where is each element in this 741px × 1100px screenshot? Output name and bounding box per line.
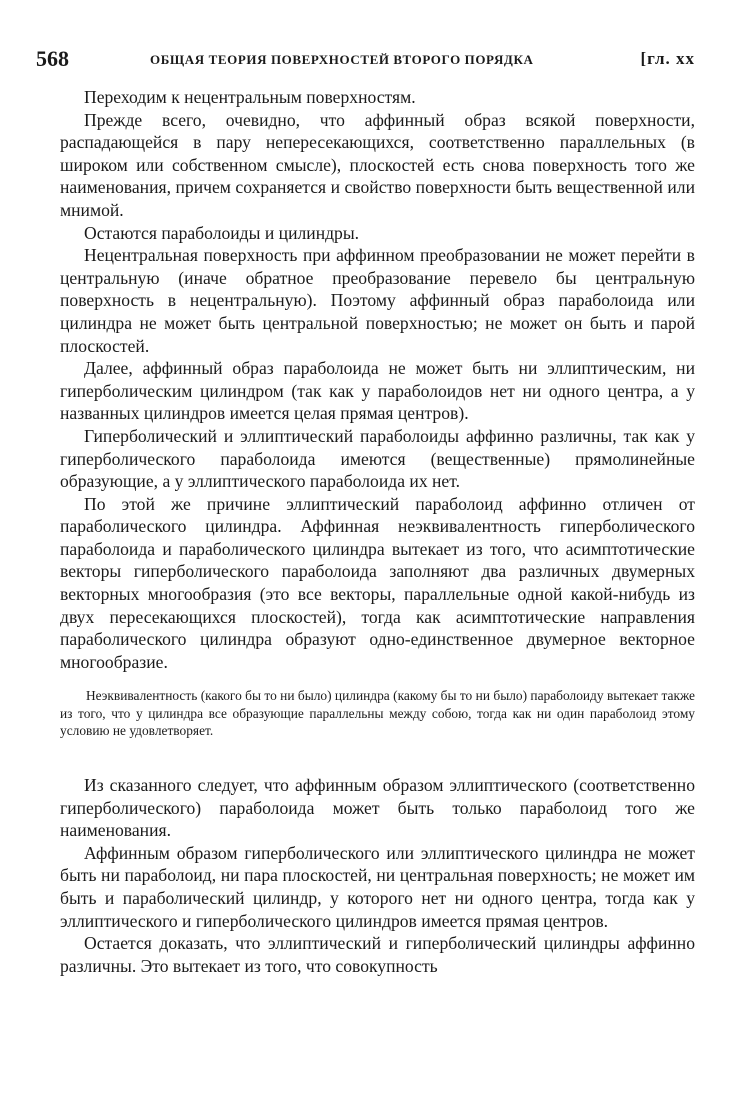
- page-header: [36, 40, 695, 78]
- paragraph: Гиперболический и эллиптический параболоиды аффинно различны, так как у гиперболического параболоида имеются (вещественные) прямолинейные образующие, а у эллиптического параболоида их нет.: [60, 425, 695, 492]
- paragraph: Переходим к нецентральным поверхностям.: [84, 87, 416, 107]
- paragraph: Остается доказать, что эллиптический и гиперболический цилиндры аффинно различны. Это вытекает из того, что совокупность: [60, 933, 695, 976]
- paragraph: Далее, аффинный образ параболоида не может быть ни эллиптическим, ни гиперболическим цилиндром (так как у параболоидов нет ни одного центра, а у названных цилиндров имеется целая прямая центров).: [60, 358, 695, 424]
- book-page: [36, 40, 695, 977]
- paragraph: По этой же причине эллиптический параболоид аффинно отличен от параболического цилиндра. Аффинная неэквивалентность гиперболического параболоида и параболического цилиндра вытекает из того, что асимптотические векторы гиперболического параболоида заполняют два различных двумерных векторных многообразия (это все векторы, параллельные одной какой-нибудь из двух пересекающихся плоскостей), тогда как асимптотические направления параболического цилиндра образуют одно-единственное двумерное векторное многообразие.: [60, 493, 695, 672]
- paragraph: Из сказанного следует, что аффинным образом эллиптического (соответственно гиперболического) параболоида может быть только параболоид того же наименования.: [60, 774, 695, 841]
- paragraph: Остаются параболоиды и цилиндры.: [84, 222, 360, 243]
- running-title: ОБЩАЯ ТЕОРИЯ ПОВЕРХНОСТЕЙ ВТОРОГО ПОРЯДКА: [150, 52, 534, 67]
- main-text: [60, 86, 695, 977]
- paragraph: Прежде всего, очевидно, что аффинный образ всякой поверхности, распадающейся в пару непересекающихся, соответственно параллельных (в широком или собственном смысле), плоскостей есть снова поверхность того же наименования, причем сохраняется и свойство поверхности быть вещественной или мнимой.: [60, 109, 695, 220]
- paragraph: Аффинным образом гиперболического или эллиптического цилиндра не может быть ни параболоид, ни пара плоскостей, ни центральная поверхность; не может им быть и параболический цилиндр, у которого нет ни одного центра, тогда как у эллиптического и гиперболического цилиндров имеется прямая центров.: [60, 842, 695, 931]
- paragraph: Нецентральная поверхность при аффинном преобразовании не может перейти в центральную (иначе обратное преобразование перевело бы центральную поверхность в нецентральную). Поэтому аффинный образ параболоида или цилиндра не может быть центральной поверхностью; не может он быть и парой плоскостей.: [60, 245, 695, 356]
- footnote-remark: Неэквивалентность (какого бы то ни было) цилиндра (какому бы то ни было) параболоиду вытекает также из того, что у цилиндра все образующие параллельны между собою, тогда как ни один параболоид этому условию не удовлетворяет.: [60, 688, 695, 739]
- page-number: 568: [36, 46, 69, 71]
- chapter-reference: [гл. xx: [640, 49, 695, 68]
